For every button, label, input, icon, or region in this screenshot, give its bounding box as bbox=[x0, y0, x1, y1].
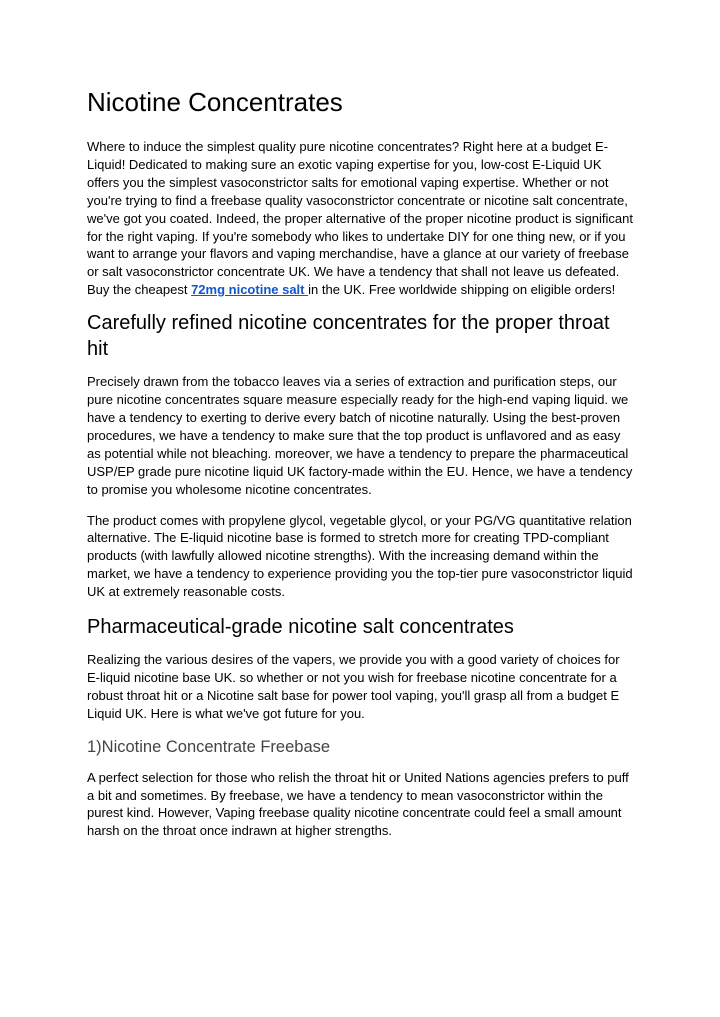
section-heading-freebase: 1)Nicotine Concentrate Freebase bbox=[87, 737, 331, 756]
section-heading-salt: Pharmaceutical-grade nicotine salt concentrates bbox=[87, 616, 514, 639]
section-salt-paragraph: Realizing the various desires of the vapers, we provide you with a good variety of choices for E-liquid nicotine base UK. so whether or not you wish for freebase nicotine concentrate for a robust throat hit or a Nicotine salt base for power tool vaping, you'll grasp all from a budget E Liquid UK. Here is what we've got future for you. bbox=[87, 652, 620, 721]
section-freebase-paragraph: A perfect selection for those who relish the throat hit or United Nations agencies prefers to puff a bit and sometimes. By freebase, we have a tendency to mean vasoconstrictor within the purest kind. However, Vaping freebase quality nicotine concentrate could feel a small amount harsh on the throat once indrawn at higher strengths. bbox=[87, 769, 629, 839]
section-refined-paragraph-2: The product comes with propylene glycol, vegetable glycol, or your PG/VG quantitative relation alternative. The E-liquid nicotine base is formed to stretch more for creating TPD-compliant products (with lawfully allowed nicotine strengths). With the increasing demand within the market, we have a tendency to experience providing you the top-tier pure vasoconstrictor liquid UK at extremely reasonable costs. bbox=[87, 512, 633, 600]
section-refined-paragraph-1: Precisely drawn from the tobacco leaves via a series of extraction and purification steps, our pure nicotine concentrates square measure especially ready for the high-end vaping liquid. we have a tendency to exerting to derive every batch of nicotine naturally. Using the best-proven procedures, we have a tendency to make sure that the top product is unflavored and as easy as potential while not bleaching. moreover, we have a tendency to prepare the pharmaceutical USP/EP grade pure nicotine liquid UK factory-made within the EU. Hence, we have a tendency to promise you wholesome nicotine concentrates. bbox=[87, 374, 633, 497]
intro-text-before-link: Where to induce the simplest quality pure nicotine concentrates? Right here at a budget E-Liquid! Dedicated to making sure an exotic vaping expertise for you, low-cost E-Liquid UK offers you the simplest vasoconstrictor salts for emotional vaping expertise. Whether or not you're trying to find a freebase quality vasoconstrictor concentrate or nicotine salt concentrate, we've got you coated. Indeed, the proper alternative of the proper nicotine product is significant for the right vaping. If you're somebody who likes to undertake DIY for one thing new, or if you want to arrange your flavors and vaping merchandise, have a glance at our variety of freebase or salt vasoconstrictor concentrate UK. We have a tendency that shall not leave us defeated. Buy the cheapest bbox=[87, 139, 633, 298]
nicotine-salt-link[interactable]: 72mg nicotine salt bbox=[191, 282, 309, 298]
page-title: Nicotine Concentrates bbox=[87, 87, 343, 117]
section-heading-refined: Carefully refined nicotine concentrates for the proper throat hit bbox=[87, 312, 610, 361]
intro-text-after-link: in the UK. Free worldwide shipping on eligible orders! bbox=[308, 282, 616, 298]
intro-paragraph bbox=[87, 138, 634, 299]
